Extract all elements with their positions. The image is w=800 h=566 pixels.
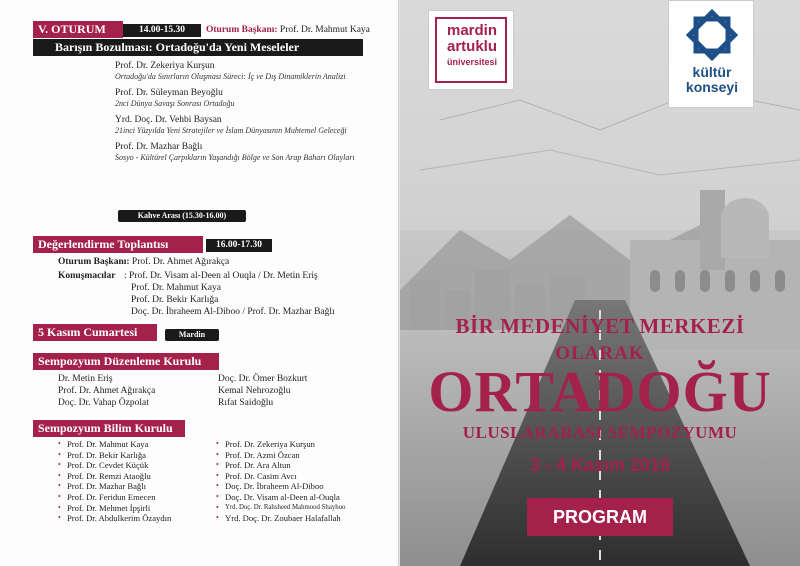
speaker-item [115,60,375,82]
cover-title-line4: ULUSLARARASI SEMPOZYUMU [462,423,738,442]
session5-chair-name: Prof. Dr. Mahmut Kaya [279,25,370,35]
university-logo-line3: üniversitesi [446,57,498,67]
list-item: Doç. Dr. Ömer Bozkurt [218,374,308,384]
university-logo [428,10,514,90]
organizing-col2 [218,373,307,409]
cover-title-line3: ORTADOĞU [428,359,772,424]
list-item: Doç. Dr. İbraheem Al-Diboo / Prof. Dr. Mazhar Bağlı [131,307,335,317]
list-item: Prof. Dr. Mahmut Kaya [131,283,221,293]
nov5-tag: Mardin Gezisi [165,329,219,341]
program-label: PROGRAM [527,498,673,536]
speaker-topic: Sosyo - Kültürel Çarpıkların Yaşandığı Bölge ve Son Arap Baharı Olayları [115,153,355,162]
session5-speakers [115,60,375,163]
speaker-topic: Ortadoğu'da Sınırların Oluşması Süreci: İç ve Dış Dinamiklerin Analizi [115,72,346,81]
speaker-topic: 2nci Dünya Savaşı Sonrası Ortadoğu [115,99,235,108]
organizing-label: Sempozyum Düzenleme Kurulu [33,353,219,370]
session5-chair-label: Oturum Başkanı: [206,25,278,35]
kultur-line1: kültür [692,64,732,80]
list-item: • Prof. Dr. Mehmet İpşirli [58,503,171,514]
session5-time: 14.00-15.30 [123,24,201,37]
list-item: • Prof. Dr. Zekeriya Kurşun [216,439,396,450]
list-item: • Doç. Dr. İbraheem Al-Diboo [216,481,396,492]
star-pattern-icon [682,7,742,63]
list-item: • Prof. Dr. Bekir Karlığa [58,450,171,461]
scientific-label: Sempozyum Bilim Kurulu [33,420,185,437]
speaker-item [115,141,375,163]
list-item: • Yrd. Doç. Dr. Zoubaer Halafallah [216,513,396,524]
list-item: Prof. Dr. Ahmet Ağırakça [58,386,156,396]
cover-panel [400,0,800,566]
kultur-konseyi-text [669,65,755,95]
kultur-konseyi-logo [668,0,754,108]
coffee-break: Kahve Arası (15.30-16.00) [118,210,246,222]
cover-dates: 3 - 4 Kasım 2016 [529,455,671,475]
evaluation-label: Değerlendirme Toplantısı [33,236,203,253]
list-item: • Prof. Dr. Abdulkerim Özaydın [58,513,171,524]
cover-title-line1: BİR MEDENİYET MERKEZİ [455,314,745,338]
session5-chair [206,24,370,37]
session5-label: V. OTURUM [33,21,123,38]
speaker-name: Prof. Dr. Zekeriya Kurşun [115,61,215,71]
speaker-name: Prof. Dr. Mazhar Bağlı [115,142,203,152]
list-item: • Doç. Dr. Visam al-Deen al-Ouqla [216,492,396,503]
list-item: : Prof. Dr. Visam al-Deen al Ouqla / Dr. Metin Eriş [124,271,318,281]
list-item: Doç. Dr. Vahap Özpolat [58,398,149,408]
university-logo-text [429,23,515,69]
speaker-topic: 21inci Yüzyılda Yeni Stratejiler ve İslam Dünyasının Muhtemel Geleceği [115,126,347,135]
list-item: Prof. Dr. Bekir Karlığa [131,295,219,305]
scientific-col1 [58,439,171,524]
list-item: • Yrd. Doç. Dr. Rahsheed Mahmood Shayhoo [216,503,396,514]
list-item: Rıfat Saidoğlu [218,398,274,408]
cover-title-line2: OLARAK [555,343,645,364]
university-logo-line1: mardin [446,22,497,39]
speaker-name: Yrd. Doç. Dr. Vehbi Baysan [115,115,222,125]
list-item: • Prof. Dr. Remzi Ataoğlu [58,471,171,482]
list-item: Dr. Metin Eriş [58,374,113,384]
organizing-col1 [58,373,155,409]
list-item: • Prof. Dr. Mazhar Bağlı [58,481,171,492]
evaluation-chair-label: Oturum Başkanı: [58,257,130,267]
list-item: • Prof. Dr. Ara Altun [216,460,396,471]
session5-title: Barışın Bozulması: Ortadoğu'da Yeni Meseleler [33,39,363,56]
list-item: • Prof. Dr. Feridun Emecen [58,492,171,503]
list-item: • Prof. Dr. Cevdet Küçük [58,460,171,471]
nov5-label: 5 Kasım Cumartesi [33,324,157,341]
program-panel [0,0,398,566]
list-item: • Prof. Dr. Azmi Özcan [216,450,396,461]
evaluation-chair [58,256,229,268]
evaluation-chair-name: Prof. Dr. Ahmet Ağırakça [131,257,230,267]
kultur-line2: konseyi [685,79,739,95]
list-item: Kemal Nehrozoğlu [218,386,291,396]
list-item: • Prof. Dr. Casim Avcı [216,471,396,482]
university-logo-line2: artuklu [446,38,497,55]
list-item: • Prof. Dr. Mahmut Kaya [58,439,171,450]
evaluation-speakers-label: Konuşmacılar [58,271,116,281]
evaluation-speakers [124,270,394,318]
speaker-item [115,114,375,136]
evaluation-time: 16.00-17.30 [206,239,272,252]
speaker-name: Prof. Dr. Süleyman Beyoğlu [115,88,223,98]
scientific-col2 [216,439,396,524]
speaker-item [115,87,375,109]
